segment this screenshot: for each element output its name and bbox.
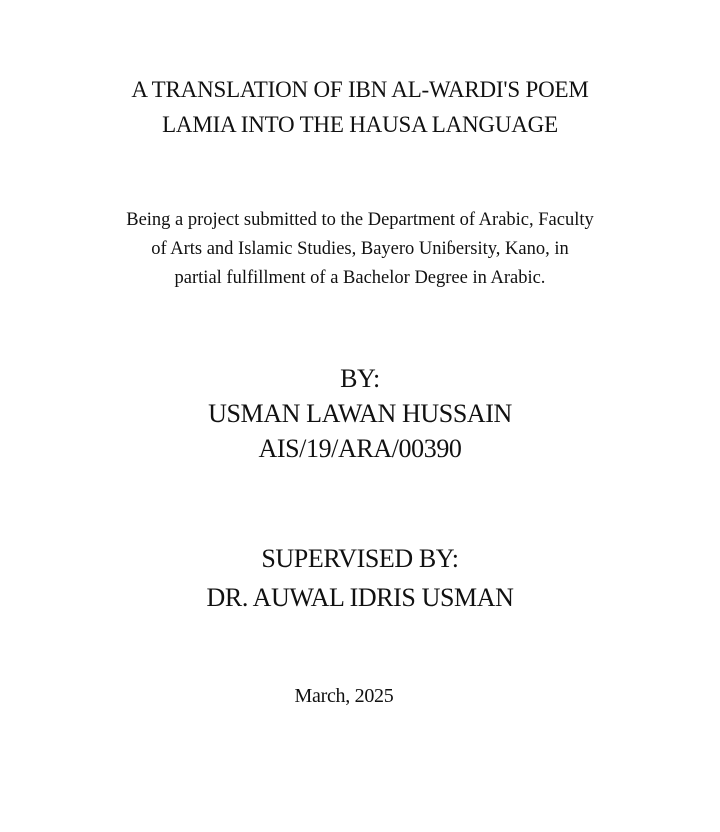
submission-statement-line-3: partial fulfillment of a Bachelor Degree in Arabic. [174, 268, 546, 288]
submission-date: March, 2025 [294, 685, 394, 707]
author-name: USMAN LAWAN HUSSAIN [208, 399, 512, 428]
author-block [0, 361, 720, 466]
supervisor-label: SUPERVISED BY: [261, 544, 459, 573]
submission-statement [0, 206, 720, 293]
submission-statement-line-2: of Arts and Islamic Studies, Bayero Uniɓersity, Kano, in [151, 239, 569, 259]
supervisor-block [0, 539, 720, 617]
author-reg-number: AIS/19/ARA/00390 [258, 434, 462, 463]
author-label: BY: [340, 364, 380, 393]
project-title [0, 72, 720, 142]
project-title-line-2: LAMIA INTO THE HAUSA LANGUAGE [162, 112, 558, 137]
project-title-line-1: A TRANSLATION OF IBN AL-WARDI'S POEM [131, 77, 589, 102]
supervisor-name: DR. AUWAL IDRIS USMAN [206, 583, 514, 612]
submission-statement-line-1: Being a project submitted to the Department of Arabic, Faculty [126, 210, 594, 230]
